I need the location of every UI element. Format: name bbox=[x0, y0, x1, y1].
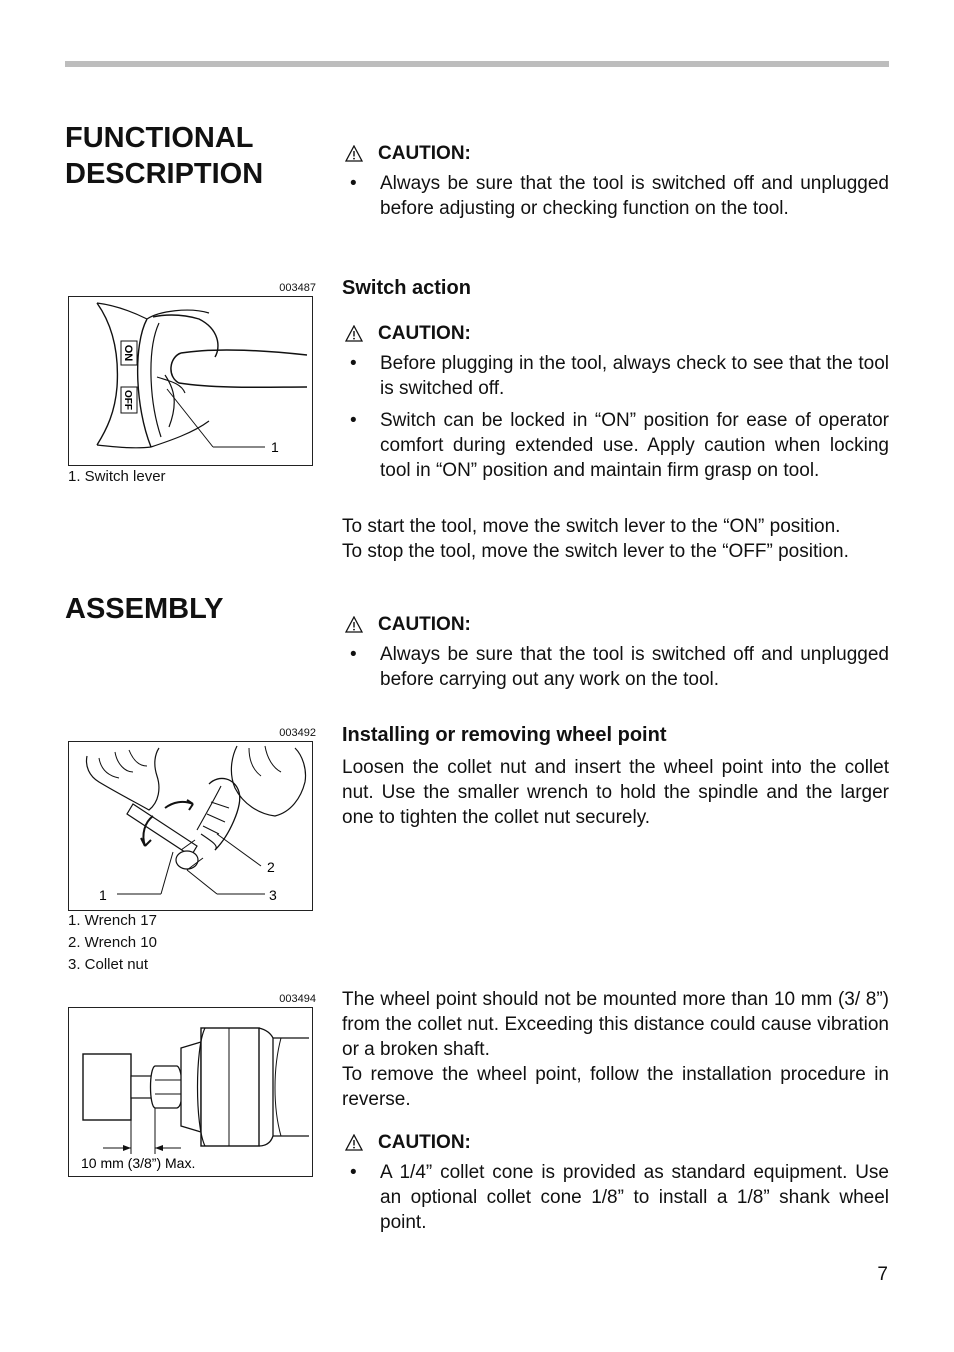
list-item-text: Always be sure that the tool is switched off and unplugged before adjusting or checking function on the tool. bbox=[380, 173, 889, 219]
warning-triangle-icon bbox=[345, 325, 363, 342]
callout-3: 3 bbox=[269, 887, 277, 903]
caution-list bbox=[342, 171, 889, 228]
list-item-text: Always be sure that the tool is switched off and unplugged before carrying out any work on the tool. bbox=[380, 644, 889, 690]
switch-figure bbox=[68, 296, 313, 466]
figure-caption: 1. Wrench 17 bbox=[68, 912, 157, 929]
off-label: OFF bbox=[122, 390, 133, 410]
bullet-icon: • bbox=[350, 644, 357, 665]
installing-heading: Installing or removing wheel point bbox=[342, 724, 667, 746]
list-item bbox=[342, 408, 889, 483]
warning-triangle-icon bbox=[345, 616, 363, 633]
list-item-text: Switch can be locked in “ON” position for ease of operator comfort during extended use. Apply caution when locking tool in “ON” position and maintain firm grasp on tool. bbox=[380, 410, 889, 481]
paragraph-text: Loosen the collet nut and insert the wheel point into the collet nut. Use the smaller wrench to hold the spindle and the larger one to tighten the collet nut securely. bbox=[342, 757, 889, 828]
list-item-text: A 1/4” collet cone is provided as standard equipment. Use an optional collet cone 1/8” to install a 1/8” shank wheel point. bbox=[380, 1162, 889, 1233]
list-item bbox=[342, 642, 889, 692]
functional-description-heading bbox=[65, 120, 263, 192]
heading-line: DESCRIPTION bbox=[65, 158, 264, 190]
paragraph-line: To start the tool, move the switch lever to the “ON” position. bbox=[342, 516, 841, 537]
heading-line: FUNCTIONAL bbox=[65, 122, 254, 154]
wrench-figure bbox=[68, 741, 313, 911]
bullet-icon: • bbox=[350, 1162, 357, 1183]
switch-action-heading: Switch action bbox=[342, 277, 471, 299]
list-item bbox=[342, 1160, 889, 1235]
page-number: 7 bbox=[877, 1264, 888, 1285]
figure-code: 003494 bbox=[279, 993, 316, 1005]
list-item bbox=[342, 351, 889, 401]
switch-action-paragraph bbox=[342, 514, 889, 564]
caution-list bbox=[342, 351, 889, 490]
paragraph-text: The wheel point should not be mounted more than 10 mm (3/ 8”) from the collet nut. Exceeding this distance could cause vibration or a broken shaft. bbox=[342, 989, 889, 1060]
caution-label: CAUTION: bbox=[378, 1132, 471, 1153]
warning-triangle-icon bbox=[345, 1134, 363, 1151]
figure-caption: 1. Switch lever bbox=[68, 468, 166, 485]
wheel-point-illustration bbox=[69, 1008, 314, 1178]
list-item-text: Before plugging in the tool, always check to see that the tool is switched off. bbox=[380, 353, 889, 399]
caution-label: CAUTION: bbox=[378, 143, 471, 164]
figure-caption: 2. Wrench 10 bbox=[68, 934, 157, 951]
wrench-illustration bbox=[69, 742, 314, 912]
figure-code: 003492 bbox=[279, 727, 316, 739]
figure-caption-list bbox=[68, 910, 157, 976]
warning-triangle-icon bbox=[345, 145, 363, 162]
caution-label: CAUTION: bbox=[378, 323, 471, 344]
mounting-paragraph bbox=[342, 987, 889, 1112]
switch-lever-illustration bbox=[69, 297, 314, 467]
list-item bbox=[342, 171, 889, 221]
bullet-icon: • bbox=[350, 410, 357, 431]
caution-list bbox=[342, 1160, 889, 1242]
bullet-icon: • bbox=[350, 173, 357, 194]
assembly-heading: ASSEMBLY bbox=[65, 593, 224, 625]
caution-label: CAUTION: bbox=[378, 614, 471, 635]
paragraph-text: To remove the wheel point, follow the installation procedure in reverse. bbox=[342, 1064, 889, 1110]
caution-list bbox=[342, 642, 889, 699]
paragraph-line: To stop the tool, move the switch lever to the “OFF” position. bbox=[342, 541, 849, 562]
figure-caption: 3. Collet nut bbox=[68, 956, 149, 973]
on-label: ON bbox=[122, 344, 134, 362]
top-rule bbox=[65, 61, 889, 67]
dimension-label: 10 mm (3/8”) Max. bbox=[81, 1155, 196, 1171]
wheel-point-figure bbox=[68, 1007, 313, 1177]
callout-1: 1 bbox=[99, 887, 107, 903]
figure-caption-list bbox=[68, 466, 166, 488]
figure-code: 003487 bbox=[279, 282, 316, 294]
callout-1: 1 bbox=[271, 439, 279, 455]
bullet-icon: • bbox=[350, 353, 357, 374]
callout-2: 2 bbox=[267, 859, 275, 875]
installing-paragraph bbox=[342, 755, 889, 830]
